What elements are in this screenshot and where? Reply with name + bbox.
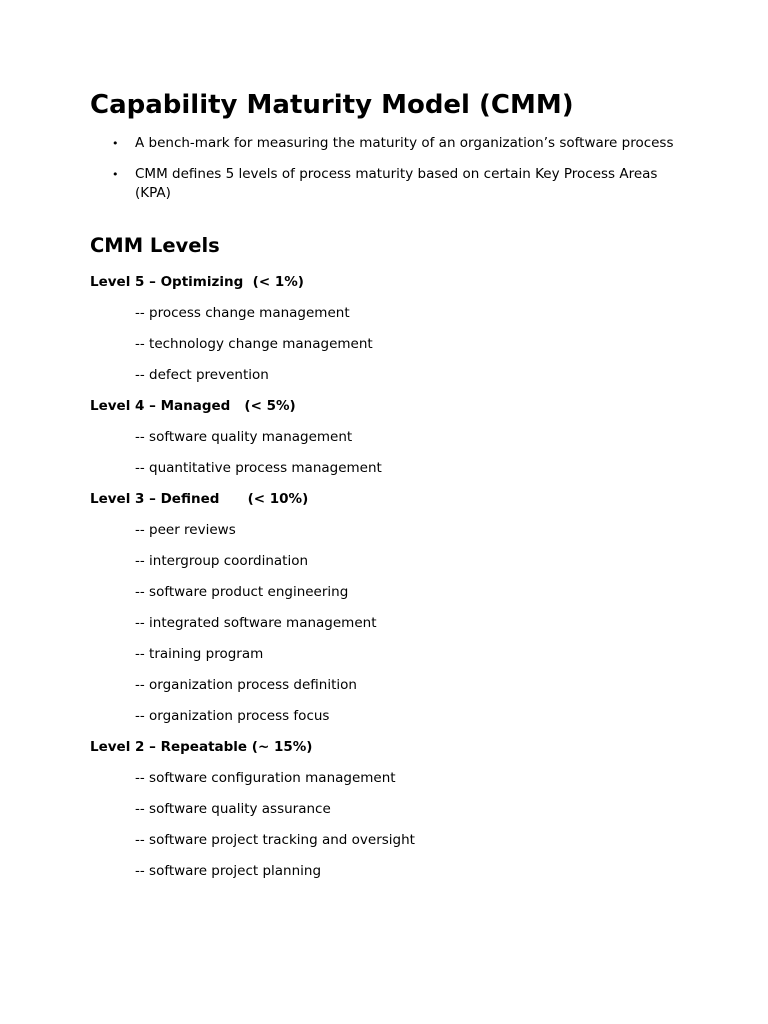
level-5-kpa-item: -- defect prevention: [135, 367, 269, 383]
intro-bullet-list: [90, 134, 690, 215]
bullet-icon: •: [112, 168, 119, 181]
page-title: Capability Maturity Model (CMM): [90, 90, 574, 120]
level-2-kpa-item: -- software project planning: [135, 863, 322, 879]
level-3-kpa-item: -- organization process definition: [135, 677, 357, 693]
levels-heading: CMM Levels: [90, 234, 220, 257]
level-5-kpa-item: -- technology change management: [135, 336, 373, 352]
level-3-kpa-item: -- peer reviews: [135, 522, 236, 538]
level-2-kpa-item: -- software quality assurance: [135, 801, 331, 817]
level-4-kpa-item: -- software quality management: [135, 429, 353, 445]
level-3-kpa-item: -- intergroup coordination: [135, 553, 309, 569]
level-3-kpa-item: -- training program: [135, 646, 264, 662]
intro-bullet: [90, 134, 690, 153]
level-3-kpa-item: -- integrated software management: [135, 615, 377, 631]
level-5-kpa-item: -- process change management: [135, 305, 350, 321]
level-5-title: Level 5 – Optimizing (< 1%): [90, 274, 304, 290]
level-2-kpa-item: -- software configuration management: [135, 770, 396, 786]
intro-bullet: [90, 165, 690, 203]
bullet-text: A bench-mark for measuring the maturity of an organization’s software process: [135, 135, 674, 151]
bullet-text: CMM defines 5 levels of process maturity based on certain Key Process Areas (KPA): [135, 166, 658, 201]
level-3-kpa-item: -- software product engineering: [135, 584, 349, 600]
level-4-kpa-item: -- quantitative process management: [135, 460, 382, 476]
bullet-icon: •: [112, 137, 119, 150]
level-2-kpa-item: -- software project tracking and oversight: [135, 832, 415, 848]
level-4-title: Level 4 – Managed (< 5%): [90, 398, 296, 414]
level-3-kpa-item: -- organization process focus: [135, 708, 330, 724]
level-3-title: Level 3 – Defined (< 10%): [90, 491, 309, 507]
level-2-title: Level 2 – Repeatable (~ 15%): [90, 739, 313, 755]
